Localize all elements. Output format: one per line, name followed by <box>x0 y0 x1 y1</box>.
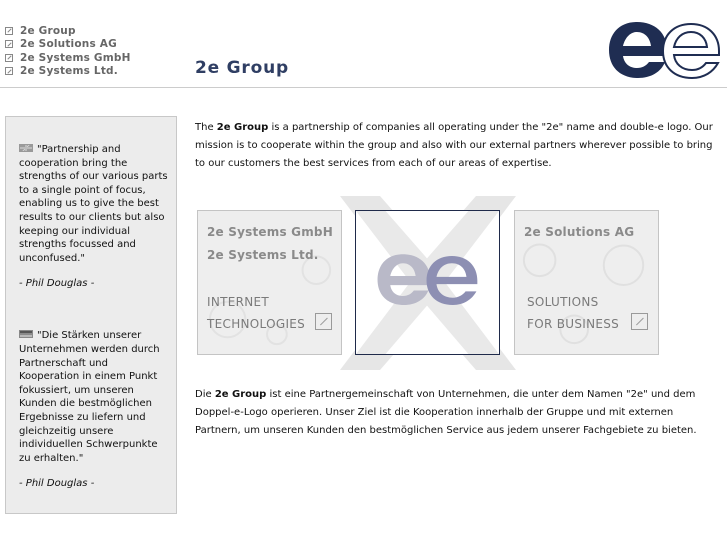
intro-text: is a partnership of companies all operating under the "2e" name and double-e logo. Our mission is to cooperate within the group and also with our external partners wherever possible to bring to our customers the best services from each of our areas of expertise. <box>195 122 713 169</box>
tile-heading: 2e Systems Ltd. <box>207 248 319 262</box>
intro-text: ist eine Partnergemeinschaft von Unternehmen, die unter dem Namen "2e" und dem Doppel-e-Logo operieren. Unser Ziel ist die Kooperation innerhalb der Gruppe und mit externen Partnern, um unseren Kunden den bestmöglichen Service aus jedem unserer Fachgebiete zu bieten. <box>195 389 697 436</box>
nav-item-label: 2e Systems GmbH <box>20 51 131 64</box>
brand-name: 2e Group <box>216 122 269 133</box>
2e-logo[interactable] <box>607 20 721 80</box>
quote-english <box>19 143 170 265</box>
intro-german <box>195 386 720 440</box>
tile-heading: 2e Systems GmbH <box>207 225 333 239</box>
tile-subtitle: INTERNET <box>207 295 270 309</box>
intro-text: The <box>195 122 217 133</box>
tile-2e-group-logo[interactable] <box>355 210 500 355</box>
company-nav <box>5 24 131 78</box>
external-link-icon <box>5 27 13 35</box>
page-title: 2e Group <box>195 58 289 78</box>
tile-subtitle: TECHNOLOGIES <box>207 317 306 331</box>
nav-item-label: 2e Systems Ltd. <box>20 65 118 78</box>
quote-author: - Phil Douglas - <box>19 278 95 290</box>
quote-author: - Phil Douglas - <box>19 478 95 490</box>
intro-text: Die <box>195 389 215 400</box>
uk-flag-icon <box>19 144 33 152</box>
nav-item-2e-solutions-ag[interactable] <box>5 38 131 52</box>
nav-item-2e-systems-ltd[interactable] <box>5 65 131 79</box>
quote-german <box>19 329 170 465</box>
external-link-icon <box>631 313 648 330</box>
external-link-icon <box>5 40 13 48</box>
external-link-icon <box>315 313 332 330</box>
external-link-icon <box>5 67 13 75</box>
header-divider <box>0 87 727 88</box>
tile-background-pattern <box>356 211 499 354</box>
intro-english <box>195 119 720 173</box>
nav-item-2e-group[interactable] <box>5 24 131 38</box>
nav-item-label: 2e Solutions AG <box>20 38 117 51</box>
external-link-icon <box>5 54 13 62</box>
tile-subtitle: SOLUTIONS <box>527 295 599 309</box>
nav-item-label: 2e Group <box>20 24 76 37</box>
tile-heading: 2e Solutions AG <box>524 225 635 239</box>
tile-2e-solutions[interactable] <box>514 210 659 355</box>
quote-text: "Partnership and cooperation bring the strengths of our various parts to a single point of focus, enabling us to give the best results to our clients but also keeping our individual strengths focussed and unconfused." <box>19 144 168 264</box>
tile-subtitle: FOR BUSINESS <box>527 317 620 331</box>
logo-mark <box>609 22 719 78</box>
quote-panel <box>5 116 177 514</box>
nav-item-2e-systems-gmbh[interactable] <box>5 51 131 65</box>
german-flag-icon <box>19 330 33 338</box>
quote-text: "Die Stärken unserer Unternehmen werden durch Partnerschaft und Kooperation in einem Punkt fokussiert, um unseren Kunden die bestmöglichen Ergebnisse zu liefern und gleichzeitig unsere individuellen Schwerpunkte zu erhalten." <box>19 330 160 464</box>
tile-2e-systems[interactable] <box>197 210 342 355</box>
brand-name: 2e Group <box>214 389 267 400</box>
